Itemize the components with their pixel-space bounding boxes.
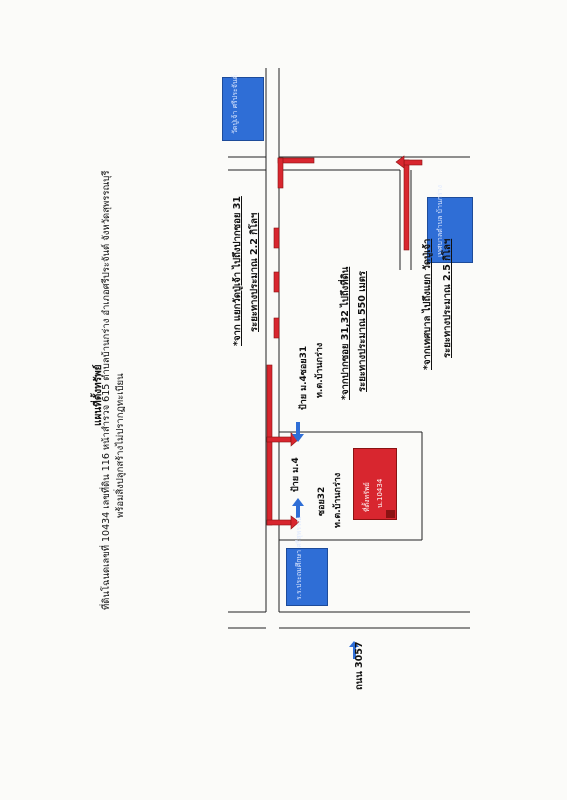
route-arrow-top-vertical <box>278 158 283 188</box>
direction-muni-line2: ระยะทางประมาณ 2.5 กิโลฯ <box>442 238 453 358</box>
route-arrowhead-right <box>396 156 404 168</box>
sign-soi31-sub: ท.ต.บ้านกร่าง <box>315 342 325 398</box>
school-label: ร.ร.ประถมศึกษา ศรีสุพรรณ์ <box>295 516 303 600</box>
header-line-1: ที่ดินโฉนดเลขที่ 10434 เลขที่ดิน 116 หน้าสำรวจ 615 ตำบลบ้านกร่าง อำเภอศรีประจันต์ จังหวัดสุพรรณบุรี <box>101 170 112 610</box>
route-main-vertical <box>267 365 272 525</box>
road-3057-label: ถนน 3057 <box>354 641 365 690</box>
header-line-2: พร้อมสิ่งปลูกสร้างไม่ปรากฏทะเบียน <box>115 373 126 518</box>
property-building-marker <box>386 510 395 518</box>
route-arrow-right-horizontal <box>404 160 422 165</box>
property-deed: น.10434 <box>376 478 384 508</box>
school-building <box>286 548 328 606</box>
route-soi31 <box>267 437 291 442</box>
direction-muni-line1: *จากเทศบาล ไปถึงแยก วัดปู่เจ้า <box>422 238 433 370</box>
direction-soi-line2: ระยะทางประมาณ 550 เมตร <box>357 271 368 392</box>
temple-label: วัดปู่เจ้า ศรีประจันต์ <box>231 74 239 134</box>
temple-building <box>222 74 264 141</box>
sign-arrow-soi31-shaft <box>296 422 300 434</box>
sign-soi32-moo: ป้าย ม.4 <box>291 457 301 492</box>
direction-temple-line2: ระยะทางประมาณ 2.2 กิโลฯ <box>249 212 260 332</box>
sign-soi32-sub: ท.ต.บ้านกร่าง <box>333 472 343 528</box>
route-dash-2 <box>274 272 279 292</box>
direction-soi-line1: *จากปากซอย 31,32 ไปถึงที่ดิน <box>340 266 351 400</box>
sign-arrow-soi32-head <box>292 498 304 506</box>
property-label: ที่ตั้งทรัพย์ <box>363 482 371 512</box>
route-arrow-right-vertical <box>404 160 409 250</box>
sign-soi32-name: ซอย32 <box>317 486 327 516</box>
route-arrow-top-horizontal <box>278 158 314 163</box>
municipality-label: เทศบาลตำบล บ้านกร่าง <box>436 184 444 257</box>
sign-soi31: ป้าย ม.4ซอย31 <box>299 345 309 410</box>
route-dash-3 <box>274 318 279 338</box>
map-title: แผนที่ตั้งทรัพย์ <box>93 364 104 426</box>
route-soi32 <box>267 520 291 525</box>
direction-temple-line1: *จาก แยกวัดปู่เจ้า ไปถึงปากซอย 31 <box>232 196 243 346</box>
route-dash-1 <box>274 228 279 248</box>
